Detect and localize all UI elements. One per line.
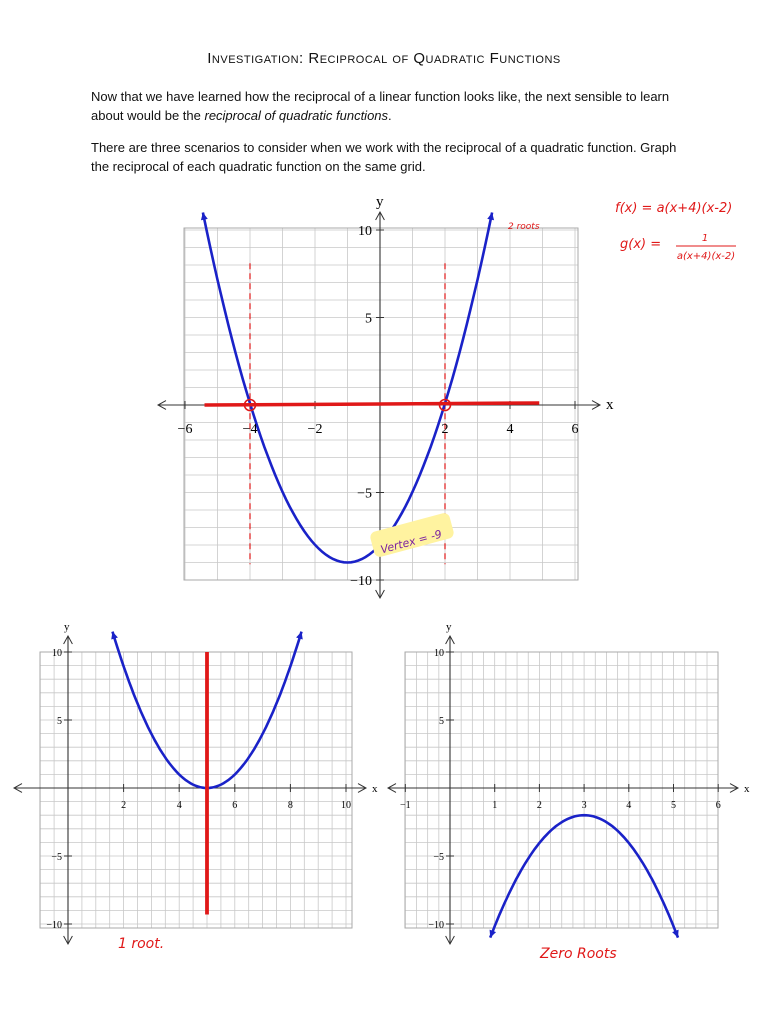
- y-tick-label: −10: [350, 574, 372, 589]
- chart-2: [14, 632, 366, 944]
- y-tick-label: −5: [433, 852, 444, 863]
- y-axis-label: y: [64, 621, 70, 633]
- x-tick-label: 6: [232, 800, 238, 811]
- y-tick-label: 10: [434, 648, 444, 659]
- x-tick-label: −6: [177, 422, 193, 437]
- function-g-numerator: 1: [701, 233, 709, 244]
- y-axis-label: y: [376, 194, 384, 210]
- x-tick-label: 2: [441, 422, 449, 437]
- x-tick-label: −4: [242, 422, 258, 437]
- function-f-note: f(x) = a(x+4)(x-2): [615, 201, 733, 216]
- y-tick-label: 10: [358, 224, 372, 239]
- x-tick-label: 10: [341, 800, 351, 811]
- intro-p1-emphasis: reciprocal of quadratic functions: [204, 108, 389, 123]
- x-tick-label: 5: [671, 800, 676, 811]
- function-g-denominator: a(x+4)(x-2): [676, 251, 736, 262]
- y-tick-label: −5: [51, 852, 62, 863]
- two-roots-note: 2 roots: [508, 222, 540, 232]
- x-tick-label: 3: [581, 800, 587, 811]
- y-tick-label: −10: [428, 920, 444, 931]
- x-tick-label: 6: [571, 422, 579, 437]
- x-tick-label: 4: [506, 422, 514, 437]
- x-tick-label: 4: [626, 800, 632, 811]
- y-tick-label: −5: [357, 486, 372, 502]
- y-tick-label: −10: [46, 920, 62, 931]
- x-tick-label: 1: [492, 800, 498, 811]
- x-tick-label: 4: [176, 800, 182, 811]
- x-axis-label: x: [744, 783, 750, 795]
- y-tick-label: 5: [365, 311, 372, 327]
- chart-3: [388, 636, 738, 944]
- grid-border: [40, 652, 352, 928]
- x-axis-label: x: [606, 397, 614, 413]
- x-tick-label: 2: [536, 800, 542, 811]
- one-root-note: 1 root.: [118, 936, 165, 952]
- x-tick-label: 6: [715, 800, 721, 811]
- title-prefix: Investigation:: [207, 50, 304, 67]
- x-axis-label: x: [372, 783, 378, 795]
- function-g-note: g(x) =: [620, 237, 662, 252]
- y-axis-label: y: [446, 621, 452, 633]
- x-tick-label: 8: [287, 800, 293, 811]
- intro-p1-b: .: [388, 108, 392, 123]
- intro-paragraph-2: There are three scenarios to consider when we work with the reciprocal of a quadratic function. Graph the reciprocal of each quadratic function on the same grid.: [91, 140, 677, 174]
- x-tick-label: −2: [307, 422, 323, 437]
- zero-roots-note: Zero Roots: [540, 946, 617, 962]
- y-tick-label: 5: [439, 716, 444, 727]
- vertex-note: Vertex = -9: [379, 527, 444, 557]
- y-tick-label: 10: [52, 648, 62, 659]
- intro-p1-a: Now that we have learned how the reciprocal of a linear function looks like, the next sensible to learn about would be the: [91, 89, 670, 123]
- x-tick-label: 2: [121, 800, 127, 811]
- y-tick-label: 5: [57, 716, 62, 727]
- title-main: Reciprocal of Quadratic Functions: [308, 50, 561, 67]
- x-tick-label: −1: [399, 800, 411, 811]
